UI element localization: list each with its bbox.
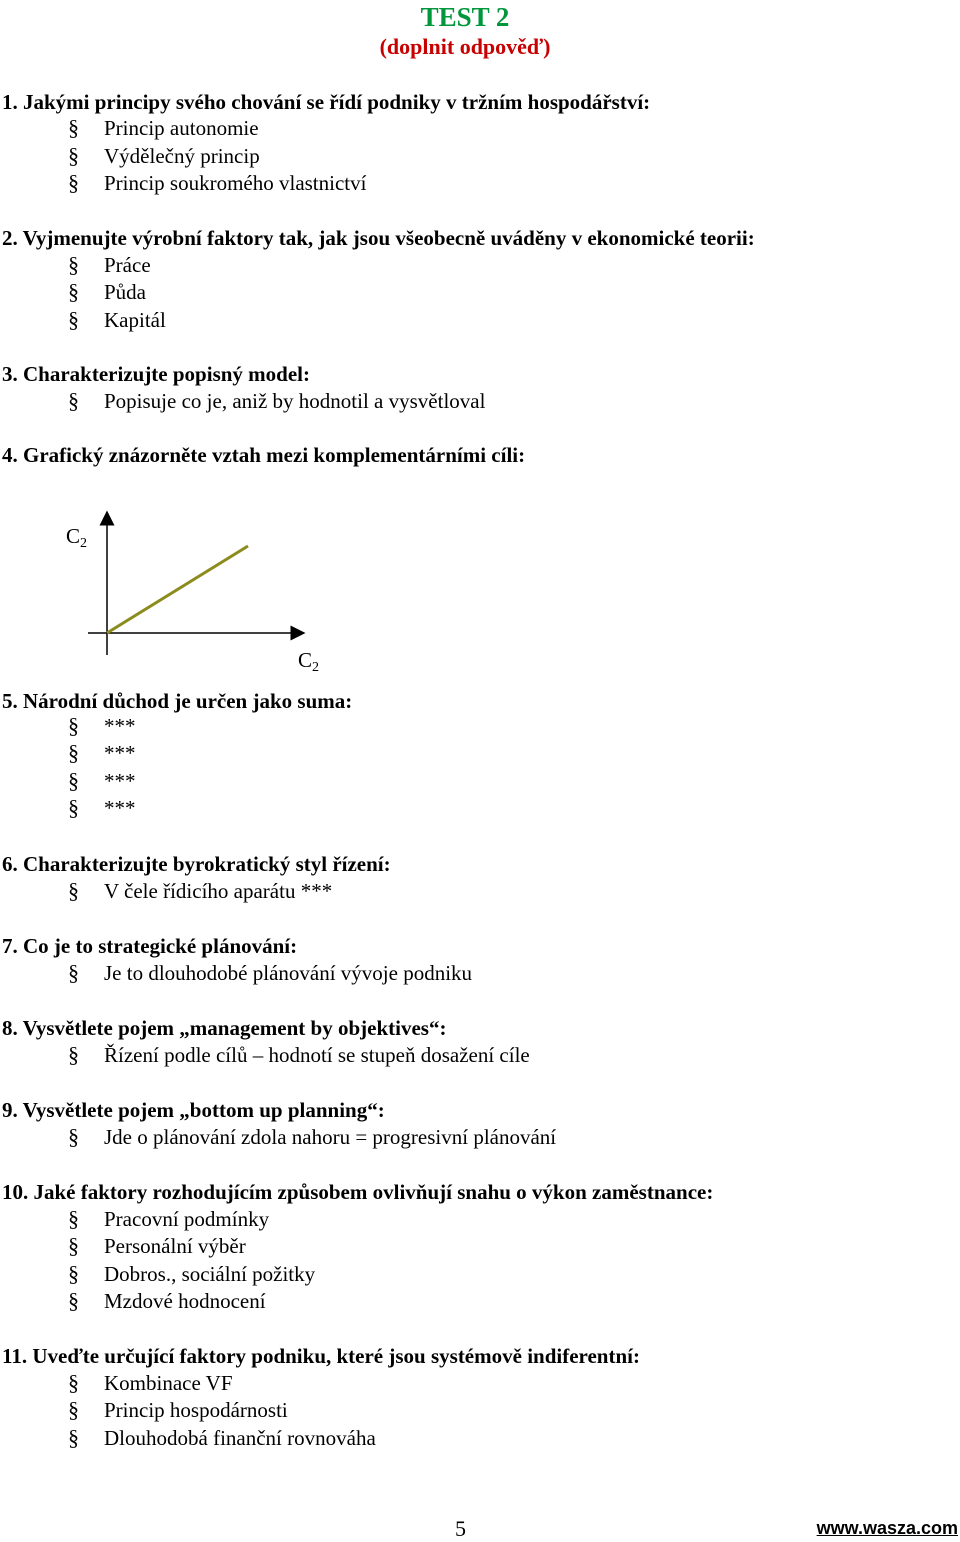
- page-title: TEST 2: [420, 2, 510, 32]
- section-bullet-icon: §: [68, 1425, 79, 1450]
- answer-item: § Je to dlouhodobé plánování vývoje podniku: [68, 960, 473, 985]
- question-11: 11. Uveďte určující faktory podniku, které jsou systémově indiferentní:: [2, 1344, 640, 1368]
- section-bullet-icon: §: [68, 1124, 79, 1149]
- section-bullet-icon: §: [68, 143, 79, 168]
- y-axis-label: C2: [66, 524, 88, 551]
- page-number: 5: [455, 1516, 466, 1541]
- answer-item: § Výdělečný princip: [68, 143, 260, 168]
- question-3: 3. Charakterizujte popisný model:: [2, 362, 310, 386]
- section-bullet-icon: §: [68, 878, 79, 903]
- answer-item: § Pracovní podmínky: [68, 1206, 270, 1231]
- answer-item: § Práce: [68, 252, 151, 277]
- complementary-goals-graph: [0, 500, 360, 680]
- page-subtitle: (doplnit odpověď): [379, 34, 551, 59]
- x-axis-label: C2: [298, 648, 320, 675]
- website-link[interactable]: www.wasza.com: [816, 1518, 958, 1538]
- answer-item: § Jde o plánování zdola nahoru = progresivní plánování: [68, 1124, 557, 1149]
- answer-item: § Popisuje co je, aniž by hodnotil a vysvětloval: [68, 388, 486, 413]
- question-5: 5. Národní důchod je určen jako suma:: [2, 689, 353, 713]
- answer-item: § Princip autonomie: [68, 115, 259, 140]
- section-bullet-icon: §: [68, 1042, 79, 1067]
- answer-item: § ***: [68, 740, 136, 765]
- section-bullet-icon: §: [68, 115, 79, 140]
- section-bullet-icon: §: [68, 388, 79, 413]
- answer-item: § Kapitál: [68, 307, 166, 332]
- answer-item: § ***: [68, 713, 136, 738]
- section-bullet-icon: §: [68, 1206, 79, 1231]
- complementary-relation-line: [107, 546, 248, 633]
- question-8: 8. Vysvětlete pojem „management by objektives“:: [2, 1016, 447, 1040]
- section-bullet-icon: §: [68, 1288, 79, 1313]
- question-1: 1. Jakými principy svého chování se řídí podniky v tržním hospodářství:: [2, 90, 651, 114]
- answer-item: § Kombinace VF: [68, 1370, 233, 1395]
- answer-item: § Princip hospodárnosti: [68, 1397, 288, 1422]
- section-bullet-icon: §: [68, 279, 79, 304]
- answer-item: § Půda: [68, 279, 146, 304]
- section-bullet-icon: §: [68, 1261, 79, 1286]
- section-bullet-icon: §: [68, 170, 79, 195]
- question-4: 4. Grafický znázorněte vztah mezi komplementárními cíli:: [2, 443, 526, 467]
- section-bullet-icon: §: [68, 1397, 79, 1422]
- question-10: 10. Jaké faktory rozhodujícím způsobem ovlivňují snahu o výkon zaměstnance:: [2, 1180, 714, 1204]
- section-bullet-icon: §: [68, 1233, 79, 1258]
- section-bullet-icon: §: [68, 960, 79, 985]
- section-bullet-icon: §: [68, 713, 79, 738]
- section-bullet-icon: §: [68, 1370, 79, 1395]
- question-6: 6. Charakterizujte byrokratický styl řízení:: [2, 852, 391, 876]
- answer-item: § V čele řídicího aparátu ***: [68, 878, 333, 903]
- answer-item: § ***: [68, 795, 136, 820]
- section-bullet-icon: §: [68, 795, 79, 820]
- answer-item: § Mzdové hodnocení: [68, 1288, 266, 1313]
- section-bullet-icon: §: [68, 252, 79, 277]
- answer-item: § Princip soukromého vlastnictví: [68, 170, 367, 195]
- question-2: 2. Vyjmenujte výrobní faktory tak, jak jsou všeobecně uváděny v ekonomické teorii:: [2, 226, 755, 250]
- section-bullet-icon: §: [68, 740, 79, 765]
- answer-item: § Dobros., sociální požitky: [68, 1261, 316, 1286]
- question-9: 9. Vysvětlete pojem „bottom up planning“:: [2, 1098, 385, 1122]
- section-bullet-icon: §: [68, 307, 79, 332]
- answer-item: § Řízení podle cílů – hodnotí se stupeň dosažení cíle: [68, 1042, 530, 1067]
- section-bullet-icon: §: [68, 768, 79, 793]
- answer-item: § Dlouhodobá finanční rovnováha: [68, 1425, 376, 1450]
- question-7: 7. Co je to strategické plánování:: [2, 934, 298, 958]
- answer-item: § Personální výběr: [68, 1233, 246, 1258]
- answer-item: § ***: [68, 768, 136, 793]
